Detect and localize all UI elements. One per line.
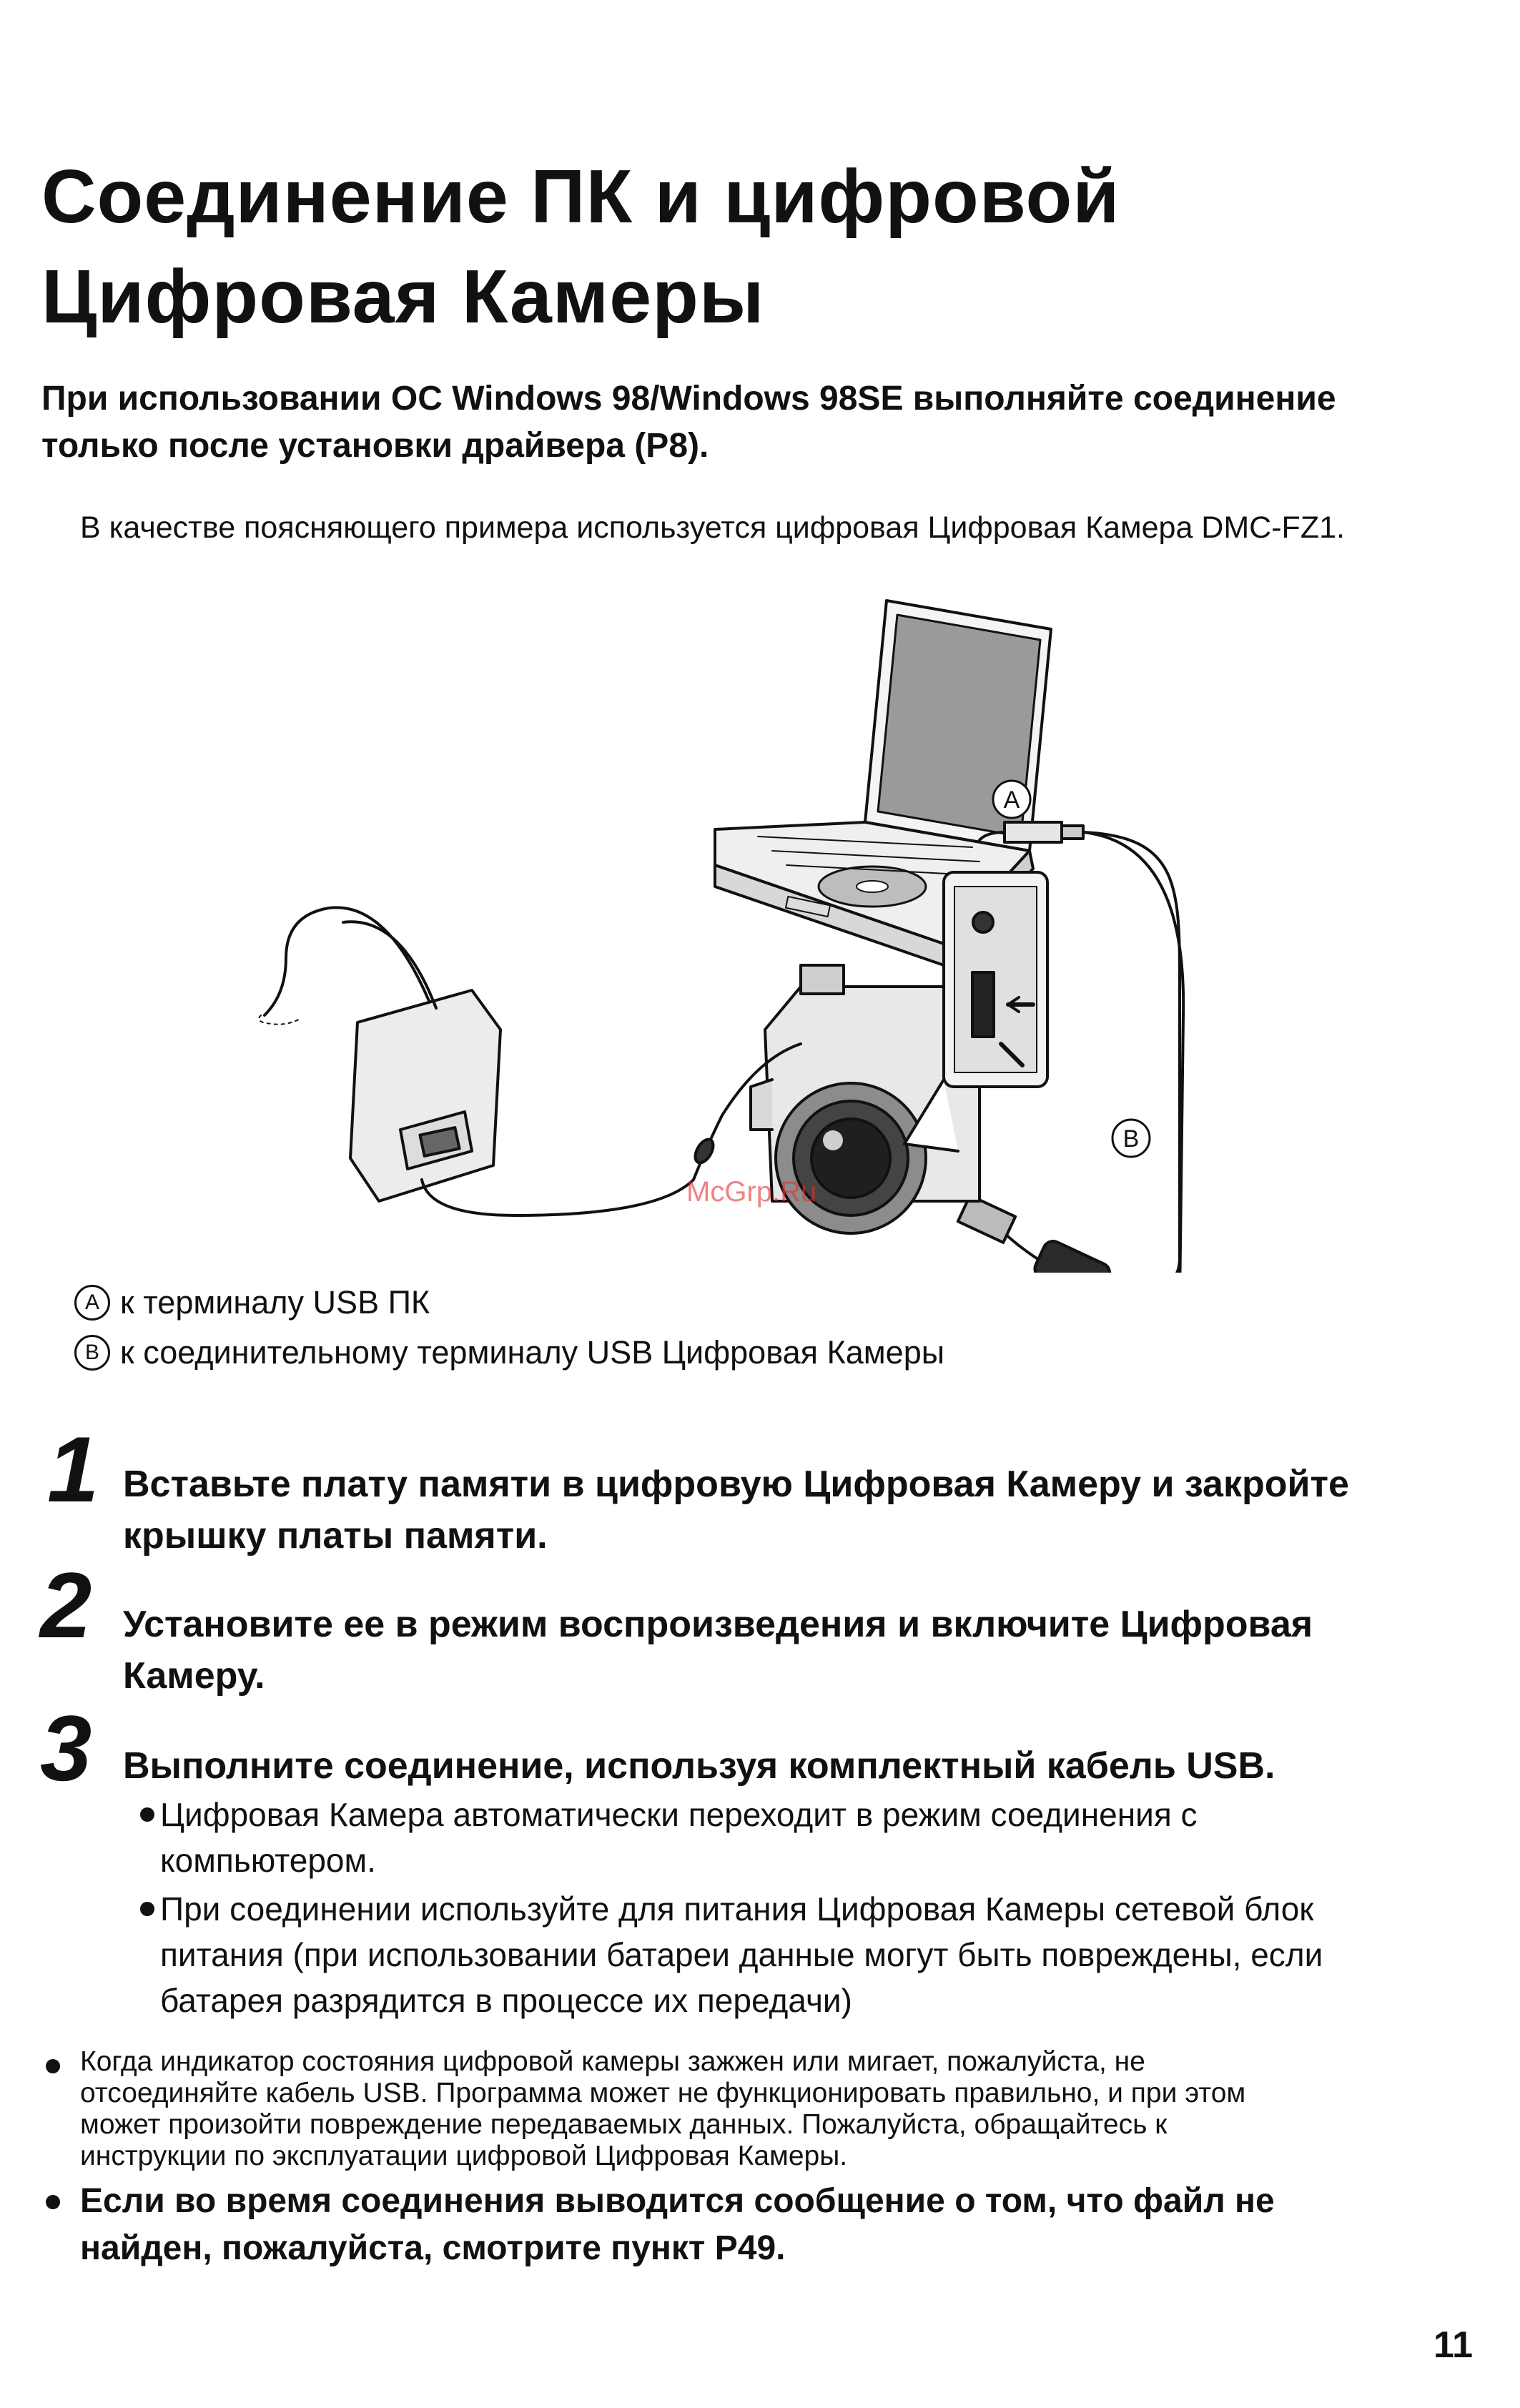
step-1-line-2: крышку платы памяти.	[123, 1515, 548, 1556]
step-1-text	[123, 1459, 1481, 1561]
figure-label-b	[1112, 1120, 1150, 1157]
callout-b-marker: B	[74, 1335, 110, 1371]
step-1-line-1: Вставьте плату памяти в цифровую Цифровая Камеру и закройте	[123, 1464, 1349, 1505]
step-3-bullet-2-line-1: При соединении используйте для питания Цифровая Камеры сетевой блок	[160, 1890, 1314, 1928]
intro-line-1: При использовании ОС Windows 98/Windows 98SE выполняйте соединение	[41, 380, 1336, 418]
ac-adapter-illustration	[265, 907, 801, 1215]
note-1-line-2: отсоединяйте кабель USB. Программа может не функционировать правильно, и при этом	[80, 2078, 1246, 2108]
callout-a-text: к терминалу USB ПК	[120, 1284, 430, 1321]
note-bullet-dot	[46, 2059, 60, 2073]
step-2-number: 2	[40, 1553, 92, 1657]
page-title-line-1: Соединение ПК и цифровой	[41, 154, 1120, 239]
bullet-dot	[140, 1902, 154, 1916]
page-number: 11	[1433, 2324, 1473, 2366]
note-bullet-dot	[46, 2195, 60, 2209]
step-3-bullet-2-line-2: питания (при использовании батареи данные могут быть повреждены, если	[160, 1936, 1323, 1973]
step-3-number: 3	[40, 1696, 92, 1800]
note-1-line-1: Когда индикатор состояния цифровой камеры зажжен или мигает, пожалуйста, не	[80, 2046, 1145, 2077]
step-1-number: 1	[47, 1417, 99, 1521]
step-2-text	[123, 1599, 1481, 1702]
watermark: McGrp.Ru	[686, 1176, 817, 1208]
svg-text:B: B	[1122, 1125, 1140, 1153]
note-usb-warning	[80, 2046, 1460, 2172]
callout-a	[74, 1281, 430, 1324]
svg-text:A: A	[1003, 786, 1020, 814]
intro-line-2: только после установки драйвера (P8).	[41, 427, 709, 465]
note-file-not-found	[80, 2178, 1438, 2272]
step-3-bullet-2-line-3: батарея разрядится в процессе их передачи)	[160, 1982, 852, 2019]
page-title-line-2: Цифровая Камеры	[41, 255, 765, 339]
step-3-text: Выполните соединение, используя комплектный кабель USB.	[123, 1745, 1275, 1787]
page-title	[41, 147, 1120, 347]
note-2-line-1: Если во время соединения выводится сообщение о том, что файл не	[80, 2182, 1275, 2220]
note-1-line-4: инструкции по эксплуатации цифровой Цифровая Камеры.	[80, 2141, 848, 2171]
usb-cable	[1083, 832, 1183, 1273]
step-2-line-2: Камеру.	[123, 1655, 265, 1697]
callout-b	[74, 1331, 944, 1374]
note-1-line-3: может произойти повреждение передаваемых данных. Пожалуйста, обращайтесь к	[80, 2109, 1168, 2140]
connection-illustration	[257, 586, 1201, 1273]
example-caption: В качестве поясняющего примера используется цифровая Цифровая Камера DMC-FZ1.	[80, 510, 1345, 545]
intro-warning	[41, 375, 1443, 470]
step-3-bullet-2	[160, 1886, 1476, 2023]
note-2-line-2: найден, пожалуйста, смотрите пункт P49.	[80, 2229, 786, 2267]
figure-label-a	[993, 781, 1030, 818]
callout-a-marker: A	[74, 1285, 110, 1321]
step-2-line-1: Установите ее в режим воспроизведения и включите Цифровая	[123, 1604, 1313, 1645]
step-3-bullet-1-line-1: Цифровая Камера автоматически переходит в режим соединения с	[160, 1796, 1198, 1833]
step-3-bullet-1	[160, 1792, 1476, 1883]
bullet-dot	[140, 1807, 154, 1822]
step-3-bullet-1-line-2: компьютером.	[160, 1842, 376, 1879]
callout-b-text: к соединительному терминалу USB Цифровая Камеры	[120, 1334, 945, 1371]
